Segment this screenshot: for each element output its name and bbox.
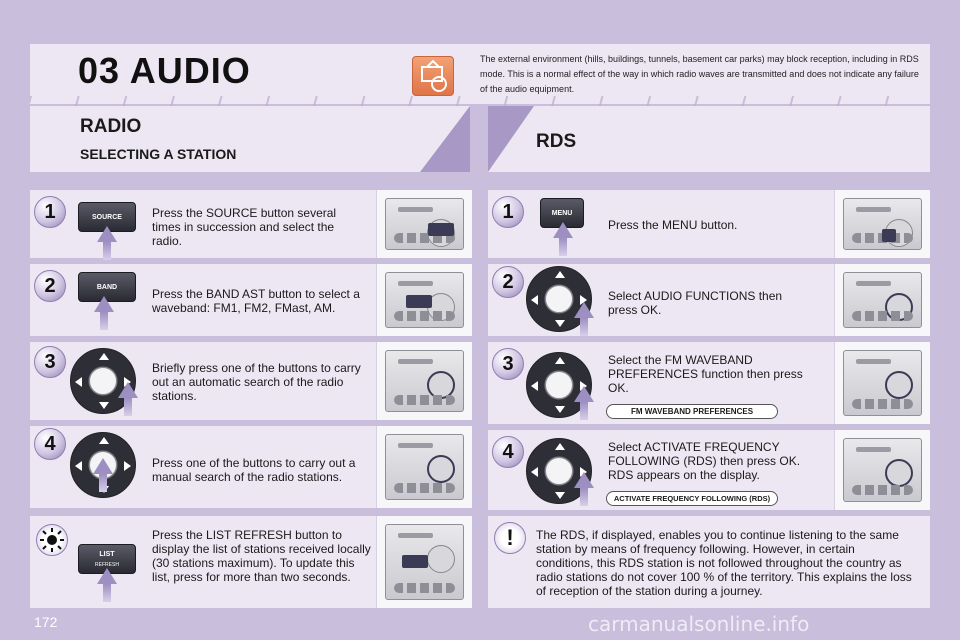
press-arrow-stem	[580, 402, 588, 420]
dpad-arrow-icon	[531, 467, 538, 477]
press-arrow-stem	[580, 318, 588, 336]
dpad-arrow-icon	[555, 271, 565, 278]
radio-title: RADIO	[80, 116, 142, 137]
page-title: 03 AUDIO	[78, 50, 251, 91]
source-button-illustration: SOURCE	[78, 202, 136, 232]
refresh-label: REFRESH	[95, 562, 119, 568]
step-number-badge: 1	[34, 196, 66, 228]
press-arrow-icon	[93, 458, 113, 474]
step-number-badge: 3	[492, 348, 524, 380]
step-text: Press the SOURCE button several times in succession and select the radio.	[152, 206, 337, 248]
press-arrow-icon	[574, 386, 594, 402]
device-thumbnail	[834, 430, 930, 510]
dpad-center	[89, 367, 117, 395]
audio-equipment-icon	[412, 56, 454, 96]
dpad-center	[545, 457, 573, 485]
sun-tip-icon	[36, 524, 68, 556]
rds-title: RDS	[536, 131, 577, 152]
device-thumbnail	[834, 342, 930, 424]
activate-frequency-following-label: ACTIVATE FREQUENCY FOLLOWING (RDS)	[606, 491, 778, 506]
step-text: Press the BAND AST button to select a waveband: FM1, FM2, FMast, AM.	[152, 287, 360, 315]
device-thumbnail	[376, 516, 472, 608]
fm-waveband-preferences-label: FM WAVEBAND PREFERENCES	[606, 404, 778, 419]
dpad-center	[545, 371, 573, 399]
dpad-arrow-icon	[555, 406, 565, 413]
press-arrow-stem	[124, 398, 132, 416]
press-arrow-icon	[574, 472, 594, 488]
press-arrow-icon	[574, 302, 594, 318]
device-thumbnail	[376, 342, 472, 420]
warning-text: The RDS, if displayed, enables you to continue listening to the same station by means of frequency following. However, in certain conditions, this RDS station is not followed throughout the country as radio stations do not cover 100 % of the territory. This explains the loss of reception of the station during a journey.	[536, 528, 912, 598]
menu-button-illustration: MENU	[540, 198, 584, 228]
press-arrow-icon	[97, 568, 117, 584]
device-thumbnail	[376, 426, 472, 508]
press-arrow-stem	[559, 238, 567, 256]
step-text: Press one of the buttons to carry out a manual search of the radio stations.	[152, 456, 356, 484]
press-arrow-icon	[553, 222, 573, 238]
watermark: carmanualsonline.info	[588, 612, 810, 636]
dpad-arrow-icon	[555, 320, 565, 327]
step-number-badge: 2	[34, 270, 66, 302]
press-arrow-icon	[94, 296, 114, 312]
radio-subtitle: SELECTING A STATION	[80, 146, 237, 162]
dpad-arrow-icon	[99, 353, 109, 360]
step-text: Select ACTIVATE FREQUENCY FOLLOWING (RDS) then press OK. RDS appears on the display.	[608, 440, 801, 482]
list-label: LIST	[99, 551, 115, 558]
step-number-badge: 4	[492, 436, 524, 468]
press-arrow-stem	[100, 312, 108, 330]
dpad-arrow-icon	[124, 461, 131, 471]
device-thumbnail	[376, 190, 472, 258]
step-number-badge: 2	[492, 266, 524, 298]
device-thumbnail	[376, 264, 472, 336]
step-number-badge: 4	[34, 428, 66, 460]
step-text: Briefly press one of the buttons to carry out an automatic search of the radio stations.	[152, 361, 361, 403]
dpad-arrow-icon	[531, 295, 538, 305]
diagonal-divider	[420, 106, 470, 172]
press-arrow-stem	[580, 488, 588, 506]
warning-exclamation-icon: !	[494, 522, 526, 554]
step-text: Select the FM WAVEBAND PREFERENCES function then press OK.	[608, 353, 803, 395]
dpad-arrow-icon	[555, 443, 565, 450]
dpad-arrow-icon	[75, 377, 82, 387]
press-arrow-stem	[103, 584, 111, 602]
diagonal-divider-right	[488, 106, 534, 172]
step-number-badge: 1	[492, 196, 524, 228]
step-number-badge: 3	[34, 346, 66, 378]
step-text: Press the MENU button.	[608, 218, 738, 232]
page-number: 172	[34, 614, 58, 630]
intro-text: The external environment (hills, buildings, tunnels, basement car parks) may block reception, including in RDS mode. This is a normal effect of the way in which radio waves are transmitted and does not indicate any failure of the audio equipment.	[480, 54, 919, 94]
dpad-arrow-icon	[555, 492, 565, 499]
press-arrow-stem	[99, 474, 107, 492]
header-stripes	[30, 96, 930, 106]
tip-text: Press the LIST REFRESH button to display the list of stations received locally (30 stations maximum). To update this list, press for more than two seconds.	[152, 528, 371, 584]
dpad-center	[545, 285, 573, 313]
dpad-arrow-icon	[99, 402, 109, 409]
dpad-arrow-icon	[75, 461, 82, 471]
step-text: Select AUDIO FUNCTIONS then press OK.	[608, 289, 783, 317]
dpad-arrow-icon	[555, 357, 565, 364]
press-arrow-icon	[118, 382, 138, 398]
press-arrow-icon	[97, 226, 117, 242]
band-button-illustration: BAND	[78, 272, 136, 302]
dpad-arrow-icon	[531, 381, 538, 391]
dpad-arrow-icon	[99, 437, 109, 444]
device-thumbnail	[834, 264, 930, 336]
press-arrow-stem	[103, 242, 111, 260]
device-thumbnail	[834, 190, 930, 258]
